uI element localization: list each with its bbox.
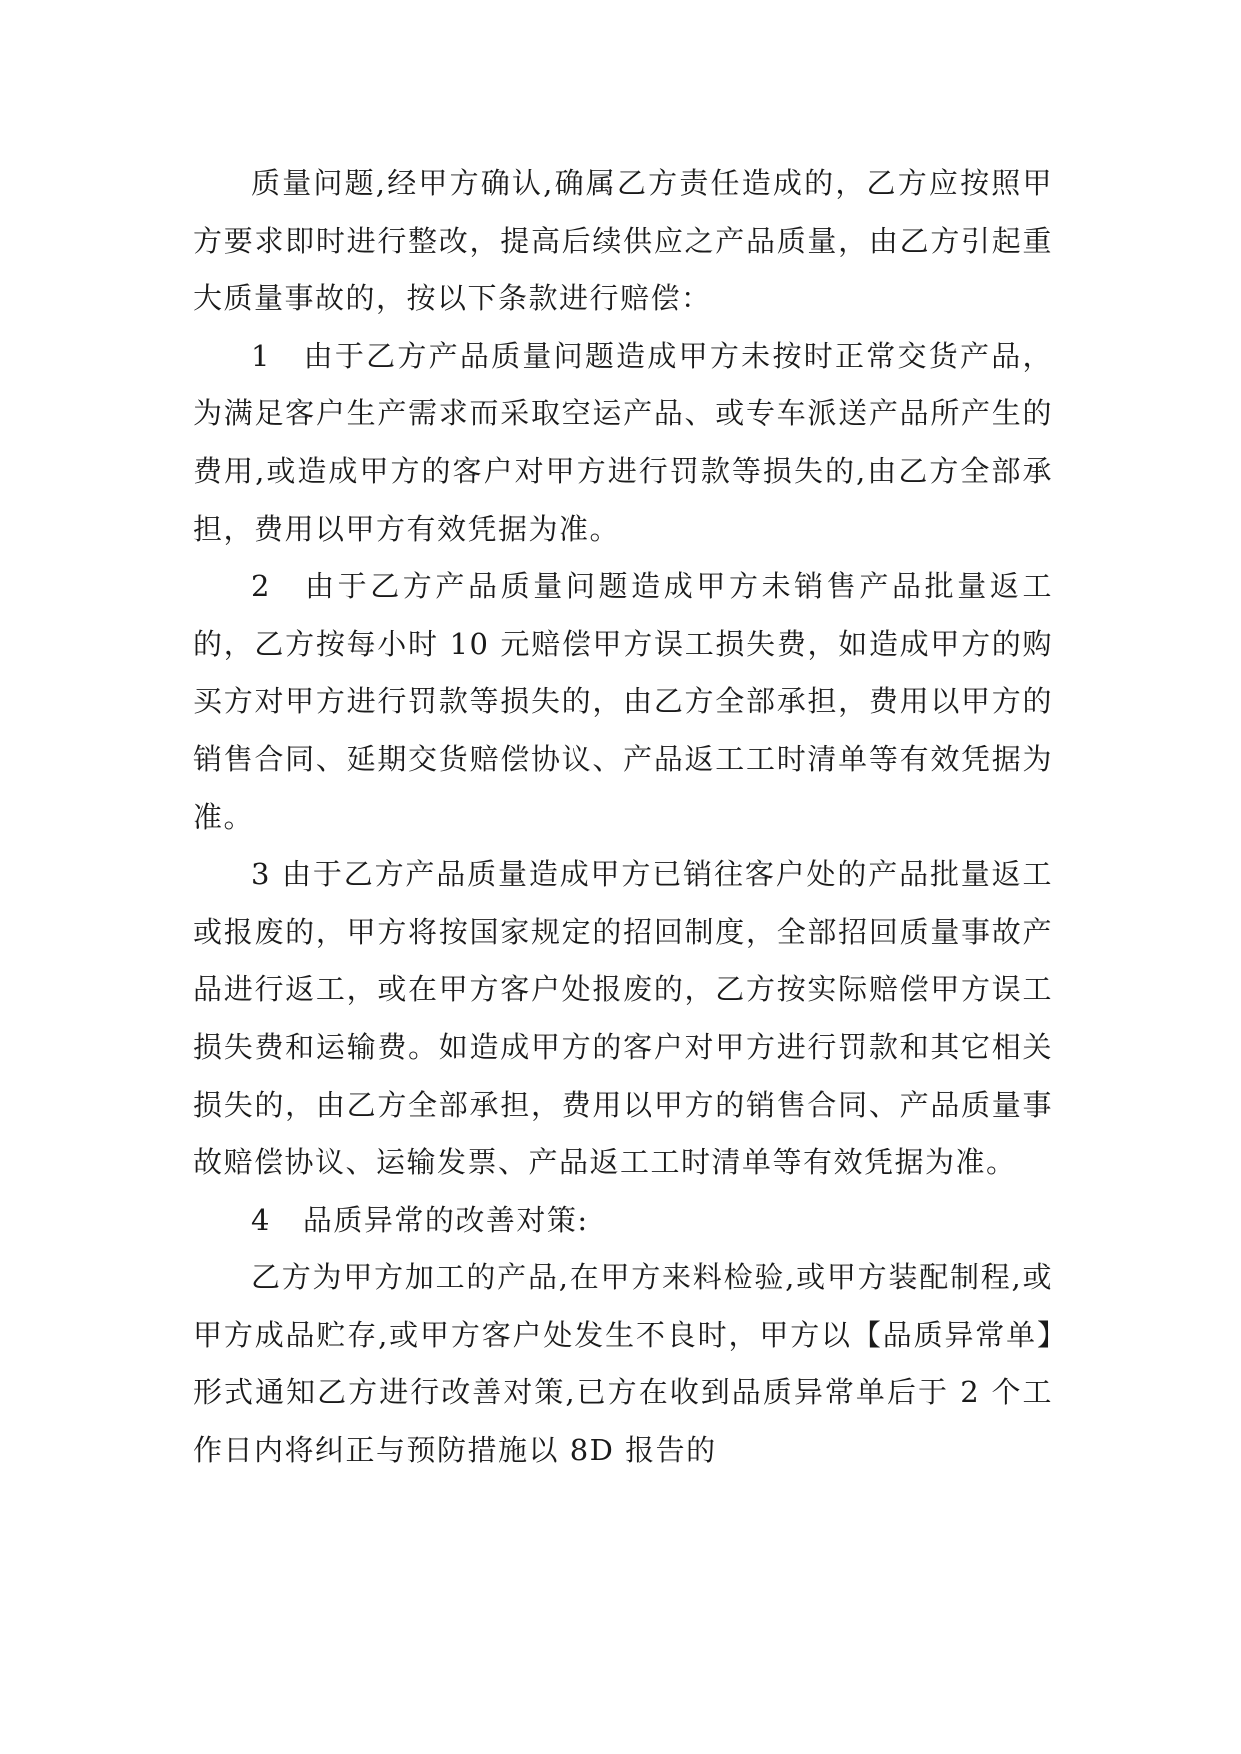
paragraph-quality-issue-intro: [193, 155, 1053, 328]
document-body: [193, 155, 1053, 1480]
clause-text: 由于乙方产品质量问题造成甲方未按时正常交货产品，为满足客户生产需求而采取空运产品、或专车派送产品所产生的费用,或造成甲方的客户对甲方进行罚款等损失的,由乙方全部承担，费用以甲方有效凭据为准。: [193, 338, 1053, 546]
clause-number: 4: [251, 1202, 271, 1237]
paragraph-text: 乙方为甲方加工的产品,在甲方来料检验,或甲方装配制程,或甲方成品贮存,或甲方客户处发生不良时，甲方以【品质异常单】形式通知乙方进行改善对策,已方在收到品质异常单后于 2 个工作日内将纠正与预防措施以 8D 报告的: [193, 1260, 1053, 1468]
clause-text: 3 由于乙方产品质量造成甲方已销往客户处的产品批量返工或报废的，甲方将按国家规定的招回制度，全部招回质量事故产品进行返工，或在甲方客户处报废的，乙方按实际赔偿甲方误工损失费和运输费。如造成甲方的客户对甲方进行罚款和其它相关损失的，由乙方全部承担，费用以甲方的销售合同、产品质量事故赔偿协议、运输发票、产品返工工时清单等有效凭据为准。: [193, 857, 1053, 1180]
clause-2: [193, 558, 1053, 846]
clause-4: [193, 1192, 1053, 1250]
paragraph-text: 质量问题,经甲方确认,确属乙方责任造成的，乙方应按照甲方要求即时进行整改，提高后续供应之产品质量，由乙方引起重大质量事故的，按以下条款进行赔偿：: [193, 166, 1053, 316]
clause-3: [193, 846, 1053, 1192]
paragraph-improvement-procedure: [193, 1249, 1053, 1479]
clause-text: 品质异常的改善对策:: [302, 1202, 589, 1237]
clause-number: 2: [251, 569, 271, 604]
clause-1: [193, 328, 1053, 558]
clause-text: 由于乙方产品质量问题造成甲方未销售产品批量返工的，乙方按每小时 10 元赔偿甲方误工损失费，如造成甲方的购买方对甲方进行罚款等损失的，由乙方全部承担，费用以甲方的销售合同、延期交货赔偿协议、产品返工工时清单等有效凭据为准。: [193, 569, 1053, 834]
clause-number: 1: [251, 338, 271, 373]
